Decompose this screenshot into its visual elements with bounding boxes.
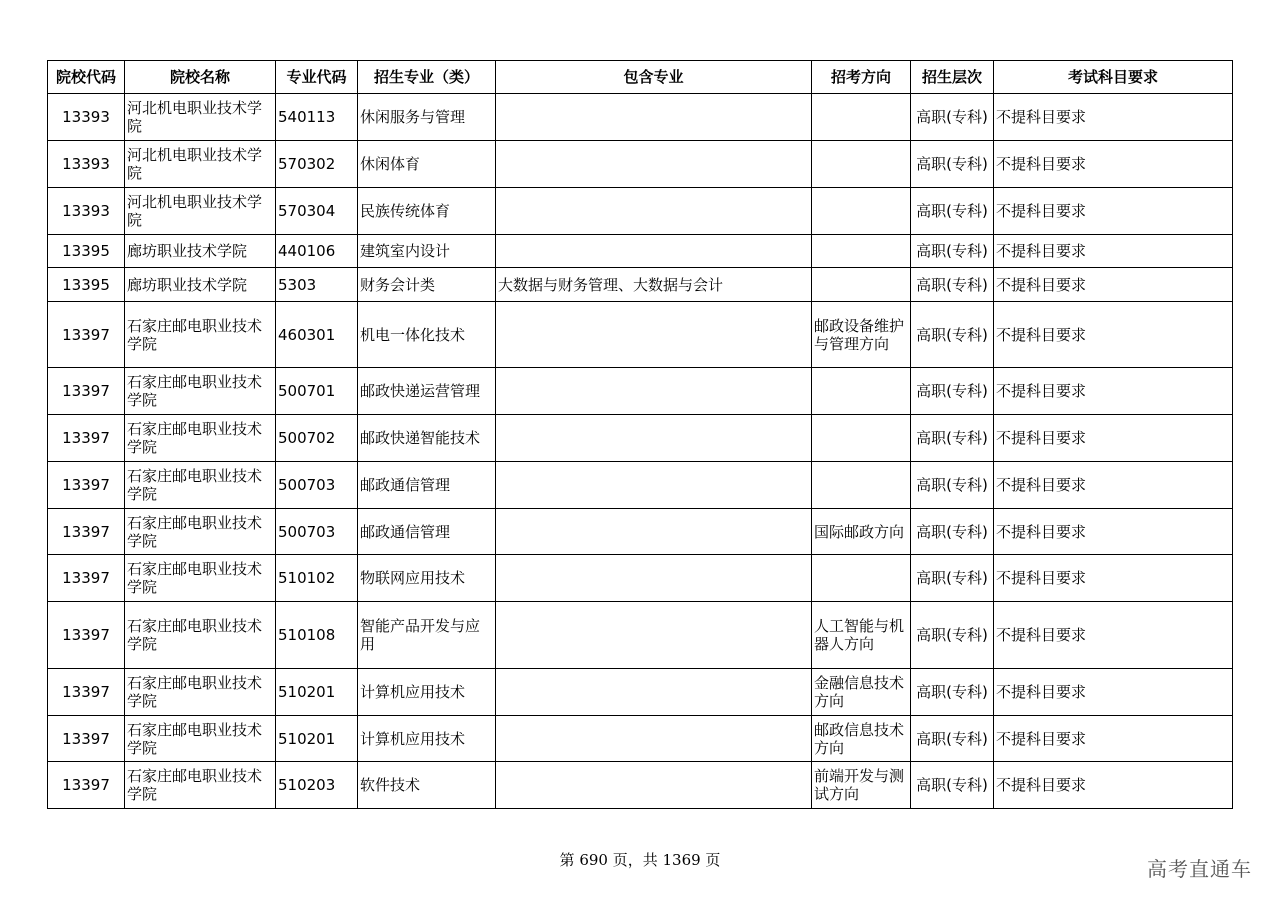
cell-level: 高职(专科) bbox=[911, 762, 994, 809]
cell-major-code: 460301 bbox=[276, 302, 358, 368]
cell-direction bbox=[812, 462, 911, 509]
cell-requirement: 不提科目要求 bbox=[994, 716, 1233, 762]
cell-school-name: 石家庄邮电职业技术学院 bbox=[125, 602, 276, 669]
cell-major: 休闲体育 bbox=[358, 141, 496, 188]
cell-included-majors bbox=[496, 141, 812, 188]
cell-school-name: 河北机电职业技术学院 bbox=[125, 188, 276, 235]
cell-included-majors bbox=[496, 368, 812, 415]
cell-school-name: 石家庄邮电职业技术学院 bbox=[125, 509, 276, 555]
cell-direction bbox=[812, 368, 911, 415]
cell-direction bbox=[812, 94, 911, 141]
header-major: 招生专业（类） bbox=[358, 61, 496, 94]
cell-direction: 金融信息技术方向 bbox=[812, 669, 911, 716]
table-row bbox=[48, 716, 1233, 762]
cell-level: 高职(专科) bbox=[911, 509, 994, 555]
cell-level: 高职(专科) bbox=[911, 368, 994, 415]
cell-requirement: 不提科目要求 bbox=[994, 268, 1233, 302]
cell-level: 高职(专科) bbox=[911, 669, 994, 716]
cell-major-code: 500702 bbox=[276, 415, 358, 462]
cell-major: 计算机应用技术 bbox=[358, 669, 496, 716]
header-direction: 招考方向 bbox=[812, 61, 911, 94]
cell-level: 高职(专科) bbox=[911, 602, 994, 669]
cell-included-majors bbox=[496, 602, 812, 669]
cell-school-name: 石家庄邮电职业技术学院 bbox=[125, 415, 276, 462]
cell-school-code: 13393 bbox=[48, 141, 125, 188]
cell-direction bbox=[812, 268, 911, 302]
cell-school-code: 13397 bbox=[48, 669, 125, 716]
cell-major: 休闲服务与管理 bbox=[358, 94, 496, 141]
table-row bbox=[48, 415, 1233, 462]
table-row bbox=[48, 368, 1233, 415]
cell-major: 邮政快递运营管理 bbox=[358, 368, 496, 415]
cell-major-code: 540113 bbox=[276, 94, 358, 141]
cell-major: 建筑室内设计 bbox=[358, 235, 496, 268]
cell-school-code: 13395 bbox=[48, 235, 125, 268]
cell-school-code: 13393 bbox=[48, 188, 125, 235]
cell-included-majors bbox=[496, 762, 812, 809]
table-row bbox=[48, 302, 1233, 368]
cell-included-majors bbox=[496, 94, 812, 141]
header-level: 招生层次 bbox=[911, 61, 994, 94]
cell-school-code: 13393 bbox=[48, 94, 125, 141]
admissions-table bbox=[47, 60, 1233, 809]
cell-school-code: 13395 bbox=[48, 268, 125, 302]
cell-requirement: 不提科目要求 bbox=[994, 555, 1233, 602]
header-school-code: 院校代码 bbox=[48, 61, 125, 94]
cell-included-majors bbox=[496, 302, 812, 368]
cell-major-code: 510201 bbox=[276, 669, 358, 716]
cell-school-code: 13397 bbox=[48, 509, 125, 555]
cell-included-majors bbox=[496, 716, 812, 762]
cell-requirement: 不提科目要求 bbox=[994, 762, 1233, 809]
cell-school-name: 石家庄邮电职业技术学院 bbox=[125, 669, 276, 716]
cell-school-code: 13397 bbox=[48, 368, 125, 415]
cell-school-name: 石家庄邮电职业技术学院 bbox=[125, 462, 276, 509]
cell-level: 高职(专科) bbox=[911, 235, 994, 268]
cell-requirement: 不提科目要求 bbox=[994, 188, 1233, 235]
cell-level: 高职(专科) bbox=[911, 555, 994, 602]
cell-direction: 邮政信息技术方向 bbox=[812, 716, 911, 762]
cell-major-code: 510102 bbox=[276, 555, 358, 602]
cell-major: 智能产品开发与应用 bbox=[358, 602, 496, 669]
cell-school-code: 13397 bbox=[48, 462, 125, 509]
watermark: 高考直通车 bbox=[1147, 857, 1252, 881]
cell-direction bbox=[812, 415, 911, 462]
cell-major-code: 510108 bbox=[276, 602, 358, 669]
cell-major-code: 500703 bbox=[276, 462, 358, 509]
cell-major: 邮政快递智能技术 bbox=[358, 415, 496, 462]
cell-school-name: 石家庄邮电职业技术学院 bbox=[125, 762, 276, 809]
cell-included-majors bbox=[496, 235, 812, 268]
cell-school-name: 廊坊职业技术学院 bbox=[125, 268, 276, 302]
table-row bbox=[48, 602, 1233, 669]
table-row bbox=[48, 555, 1233, 602]
cell-major: 机电一体化技术 bbox=[358, 302, 496, 368]
cell-level: 高职(专科) bbox=[911, 188, 994, 235]
header-school-name: 院校名称 bbox=[125, 61, 276, 94]
cell-level: 高职(专科) bbox=[911, 302, 994, 368]
table-row bbox=[48, 509, 1233, 555]
cell-direction bbox=[812, 555, 911, 602]
cell-included-majors: 大数据与财务管理、大数据与会计 bbox=[496, 268, 812, 302]
cell-requirement: 不提科目要求 bbox=[994, 235, 1233, 268]
cell-major: 物联网应用技术 bbox=[358, 555, 496, 602]
cell-school-code: 13397 bbox=[48, 762, 125, 809]
cell-level: 高职(专科) bbox=[911, 415, 994, 462]
cell-school-code: 13397 bbox=[48, 415, 125, 462]
cell-major: 邮政通信管理 bbox=[358, 462, 496, 509]
cell-direction bbox=[812, 141, 911, 188]
cell-school-code: 13397 bbox=[48, 302, 125, 368]
cell-direction bbox=[812, 188, 911, 235]
cell-school-name: 石家庄邮电职业技术学院 bbox=[125, 368, 276, 415]
page-number-text: 第 690 页，共 1369 页 bbox=[559, 851, 721, 869]
cell-direction: 人工智能与机器人方向 bbox=[812, 602, 911, 669]
cell-requirement: 不提科目要求 bbox=[994, 509, 1233, 555]
cell-included-majors bbox=[496, 669, 812, 716]
cell-school-name: 河北机电职业技术学院 bbox=[125, 141, 276, 188]
cell-major: 民族传统体育 bbox=[358, 188, 496, 235]
cell-major: 财务会计类 bbox=[358, 268, 496, 302]
table-row bbox=[48, 141, 1233, 188]
cell-level: 高职(专科) bbox=[911, 94, 994, 141]
cell-major-code: 570304 bbox=[276, 188, 358, 235]
cell-school-name: 石家庄邮电职业技术学院 bbox=[125, 555, 276, 602]
cell-level: 高职(专科) bbox=[911, 462, 994, 509]
cell-major: 软件技术 bbox=[358, 762, 496, 809]
table-row bbox=[48, 188, 1233, 235]
table-row bbox=[48, 462, 1233, 509]
cell-included-majors bbox=[496, 509, 812, 555]
cell-major-code: 500703 bbox=[276, 509, 358, 555]
header-included-majors: 包含专业 bbox=[496, 61, 812, 94]
cell-school-name: 廊坊职业技术学院 bbox=[125, 235, 276, 268]
cell-major: 邮政通信管理 bbox=[358, 509, 496, 555]
cell-school-name: 石家庄邮电职业技术学院 bbox=[125, 302, 276, 368]
cell-requirement: 不提科目要求 bbox=[994, 415, 1233, 462]
table-row bbox=[48, 94, 1233, 141]
cell-direction: 邮政设备维护与管理方向 bbox=[812, 302, 911, 368]
table-row bbox=[48, 669, 1233, 716]
cell-requirement: 不提科目要求 bbox=[994, 462, 1233, 509]
cell-direction: 前端开发与测试方向 bbox=[812, 762, 911, 809]
cell-major-code: 510201 bbox=[276, 716, 358, 762]
cell-direction: 国际邮政方向 bbox=[812, 509, 911, 555]
cell-major-code: 570302 bbox=[276, 141, 358, 188]
header-major-code: 专业代码 bbox=[276, 61, 358, 94]
header-requirement: 考试科目要求 bbox=[994, 61, 1233, 94]
cell-level: 高职(专科) bbox=[911, 716, 994, 762]
cell-requirement: 不提科目要求 bbox=[994, 302, 1233, 368]
cell-school-name: 河北机电职业技术学院 bbox=[125, 94, 276, 141]
cell-direction bbox=[812, 235, 911, 268]
cell-requirement: 不提科目要求 bbox=[994, 669, 1233, 716]
table-row bbox=[48, 268, 1233, 302]
cell-level: 高职(专科) bbox=[911, 141, 994, 188]
cell-major-code: 510203 bbox=[276, 762, 358, 809]
cell-school-code: 13397 bbox=[48, 602, 125, 669]
cell-major-code: 5303 bbox=[276, 268, 358, 302]
table-header-row bbox=[48, 61, 1233, 94]
cell-school-name: 石家庄邮电职业技术学院 bbox=[125, 716, 276, 762]
cell-included-majors bbox=[496, 555, 812, 602]
cell-included-majors bbox=[496, 462, 812, 509]
cell-included-majors bbox=[496, 415, 812, 462]
cell-requirement: 不提科目要求 bbox=[994, 368, 1233, 415]
cell-school-code: 13397 bbox=[48, 716, 125, 762]
cell-school-code: 13397 bbox=[48, 555, 125, 602]
cell-major: 计算机应用技术 bbox=[358, 716, 496, 762]
cell-requirement: 不提科目要求 bbox=[994, 94, 1233, 141]
table-row bbox=[48, 762, 1233, 809]
cell-major-code: 440106 bbox=[276, 235, 358, 268]
cell-major-code: 500701 bbox=[276, 368, 358, 415]
cell-included-majors bbox=[496, 188, 812, 235]
cell-level: 高职(专科) bbox=[911, 268, 994, 302]
cell-requirement: 不提科目要求 bbox=[994, 602, 1233, 669]
page-number bbox=[0, 849, 1280, 870]
table-row bbox=[48, 235, 1233, 268]
cell-requirement: 不提科目要求 bbox=[994, 141, 1233, 188]
